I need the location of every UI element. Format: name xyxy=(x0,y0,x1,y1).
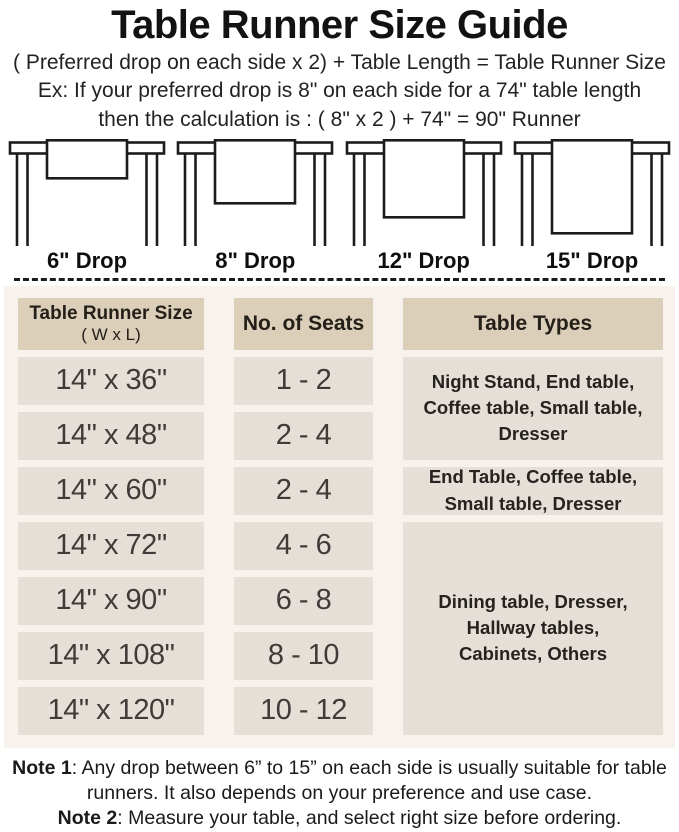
dashed-divider xyxy=(14,278,665,281)
drop-label: 6" Drop xyxy=(46,248,128,274)
header-seats: No. of Seats xyxy=(234,298,373,350)
runner-size-cell: 14" x 48" xyxy=(18,412,204,460)
example-line-2: then the calculation is : ( 8" x 2 ) + 74" = 90" Runner xyxy=(98,107,581,131)
seats-cell: 10 - 12 xyxy=(234,687,373,735)
seats-cell: 2 - 4 xyxy=(234,467,373,515)
seats-cell: 8 - 10 xyxy=(234,632,373,680)
seats-cell: 2 - 4 xyxy=(234,412,373,460)
table-with-runner-drawing xyxy=(513,139,671,247)
table-types-cell: Night Stand, End table, Coffee table, Small table, Dresser xyxy=(403,357,663,460)
runner-size-cell: 14" x 72" xyxy=(18,522,204,570)
drop-figure xyxy=(511,139,673,273)
page-title: Table Runner Size Guide xyxy=(111,3,568,47)
header-runner-size-sub: ( W x L) xyxy=(81,324,141,344)
runner-size-cell: 14" x 108" xyxy=(18,632,204,680)
runner-size-cell: 14" x 60" xyxy=(18,467,204,515)
drop-label: 15" Drop xyxy=(545,248,639,274)
header-runner-size xyxy=(18,298,204,350)
drop-figure xyxy=(174,139,336,273)
runner-size-cell: 14" x 36" xyxy=(18,357,204,405)
note-1-label: Note 1 xyxy=(12,756,72,779)
note-1-text: : Any drop between 6” to 15” on each side is usually suitable for table runners. It also depends on your preference and use case. xyxy=(71,756,667,804)
note-2-label: Note 2 xyxy=(57,807,118,830)
header-runner-size-title: Table Runner Size xyxy=(29,302,193,324)
notes xyxy=(0,756,679,832)
runner-size-cell: 14" x 120" xyxy=(18,687,204,735)
table-with-runner-drawing xyxy=(345,139,503,247)
example-line-1: Ex: If your preferred drop is 8" on each side for a 74" table length xyxy=(37,79,642,103)
drop-label: 12" Drop xyxy=(377,248,470,274)
size-table xyxy=(4,286,675,748)
runner-size-cell: 14" x 90" xyxy=(18,577,204,625)
drop-illustrations xyxy=(0,139,679,273)
note-2 xyxy=(2,806,677,831)
note-2-text: : Measure your table, and select right size before ordering. xyxy=(117,807,622,830)
note-1 xyxy=(2,756,677,807)
drop-figure xyxy=(6,139,168,273)
table-types-cell: End Table, Coffee table, Small table, Dresser xyxy=(403,467,663,515)
seats-cell: 6 - 8 xyxy=(234,577,373,625)
formula-line: ( Preferred drop on each side x 2) + Table Length = Table Runner Size xyxy=(13,51,666,74)
drop-label: 8" Drop xyxy=(215,248,296,274)
header-table-types: Table Types xyxy=(403,298,663,350)
table-types-cell: Dining table, Dresser, Hallway tables, Cabinets, Others xyxy=(403,522,663,735)
seats-cell: 1 - 2 xyxy=(234,357,373,405)
table-with-runner-drawing xyxy=(176,139,334,247)
drop-figure xyxy=(343,139,505,273)
seats-cell: 4 - 6 xyxy=(234,522,373,570)
table-with-runner-drawing xyxy=(8,139,166,247)
